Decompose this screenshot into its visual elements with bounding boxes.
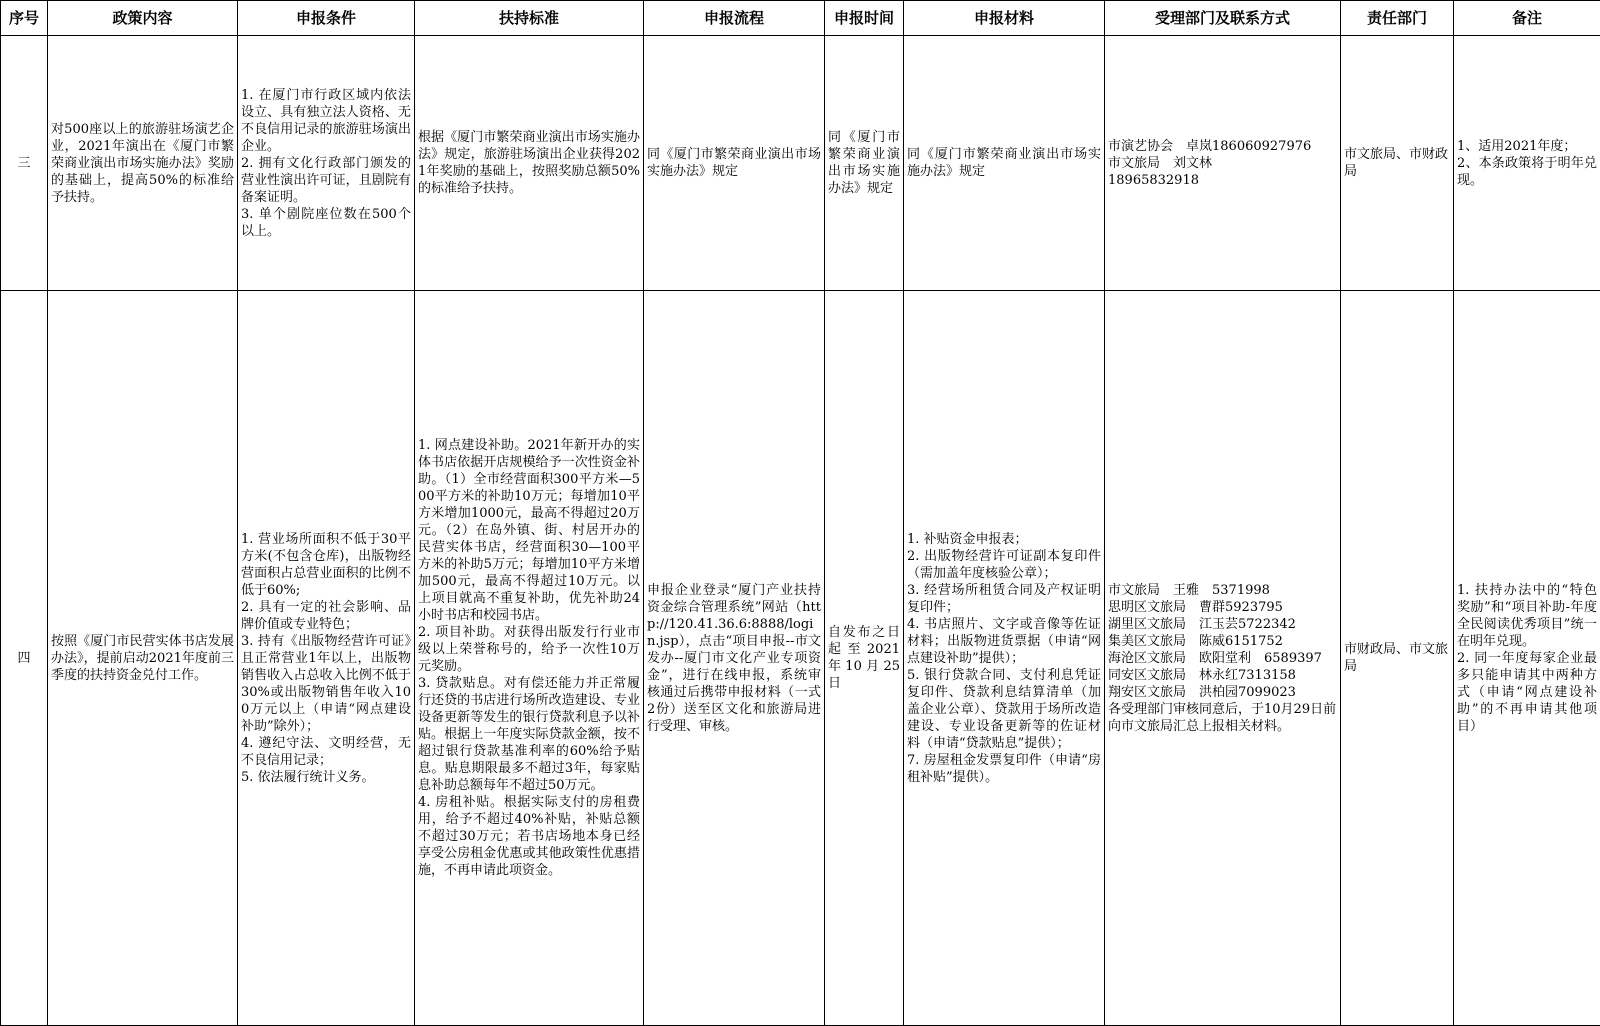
row-process: 申报企业登录“厦门产业扶持资金综合管理系统”网站（http://120.41.36.6:8888/login.jsp），点击“项目申报--市文发办--厦门市文化产业专项资金”，进行在线申报，系统审核通过后携带申报材料（一式2份）送至区文化和旅游局进行受理、审核。 xyxy=(644,291,825,1026)
header-content: 政策内容 xyxy=(48,1,238,36)
material-item: 1. 补贴资金申报表； xyxy=(907,531,1101,548)
header-time: 申报时间 xyxy=(825,1,904,36)
row-seq: 三 xyxy=(1,36,48,291)
row-contacts xyxy=(1105,291,1341,1026)
header-dept: 责任部门 xyxy=(1341,1,1454,36)
standard-item: 4. 房租补贴。根据实际支付的房租费用，给予不超过40%补贴，补贴总额不超过30万元；若书店场地本身已经享受公房租金优惠或其他政策性优惠措施，不再申请此项资金。 xyxy=(418,794,640,879)
header-standard: 扶持标准 xyxy=(415,1,644,36)
header-conditions: 申报条件 xyxy=(238,1,415,36)
row-dept: 市财政局、市文旅局 xyxy=(1341,291,1454,1026)
table-row xyxy=(1,291,1600,1026)
row-dept: 市文旅局、市财政局 xyxy=(1341,36,1454,291)
contact-item: 思明区文旅局 曹群5923795 xyxy=(1108,599,1337,616)
note-item: 1、适用2021年度； xyxy=(1457,138,1597,155)
row-notes xyxy=(1454,291,1600,1026)
row-contacts xyxy=(1105,36,1341,291)
row-content: 对500座以上的旅游驻场演艺企业，2021年演出在《厦门市繁荣商业演出市场实施办法》奖励的基础上，提高50%的标准给予扶持。 xyxy=(48,36,238,291)
condition-item: 3. 持有《出版物经营许可证》且正常营业1年以上，出版物销售收入占总收入比例不低于30%或出版物销售年收入100万元以上（申请“网点建设补助”除外）； xyxy=(241,633,411,735)
header-process: 申报流程 xyxy=(644,1,825,36)
row-materials xyxy=(904,291,1105,1026)
row-conditions xyxy=(238,291,415,1026)
condition-item: 1. 在厦门市行政区域内依法设立、具有独立法人资格、无不良信用记录的旅游驻场演出企业。 xyxy=(241,87,411,155)
contact-item: 市演艺协会 卓岚18606092797​6 xyxy=(1108,138,1337,155)
contact-item: 湖里区文旅局 江玉芸5722342 xyxy=(1108,616,1337,633)
note-item: 2. 同一年度每家企业最多只能申请其中两种方式（申请“网点建设补助”的不再申请其他项目） xyxy=(1457,650,1597,735)
standard-item: 3. 贷款贴息。对有偿还能力并正常履行还贷的书店进行场所改造建设、专业设备更新等发生的银行贷款利息予以补贴。根据上一年度实际贷款金额，按不超过银行贷款基准利率的60%给予贴息。贴息期限最多不超过3年，每家贴息补助总额每年不超过50万元。 xyxy=(418,675,640,794)
condition-item: 2. 具有一定的社会影响、品牌价值或专业特色； xyxy=(241,599,411,633)
material-item: 3. 经营场所租赁合同及产权证明复印件； xyxy=(907,582,1101,616)
condition-item: 2. 拥有文化行政部门颁发的营业性演出许可证，且剧院有备案证明。 xyxy=(241,155,411,206)
material-item: 5. 银行贷款合同、支付利息凭证复印件、贷款利息结算清单（加盖企业公章）、贷款用于场所改造建设、专业设备更新等的佐证材料（申请“贷款贴息”提供）； xyxy=(907,667,1101,752)
condition-item: 3. 单个剧院座位数在500个以上。 xyxy=(241,206,411,240)
header-notes: 备注 xyxy=(1454,1,1600,36)
row-notes xyxy=(1454,36,1600,291)
contact-item: 同安区文旅局 林永红7313158 xyxy=(1108,667,1337,684)
note-item: 2、本条政策将于明年兑现。 xyxy=(1457,155,1597,189)
note-item: 1. 扶持办法中的“特色奖励”和“项目补助-年度全民阅读优秀项目”统一在明年兑现。 xyxy=(1457,582,1597,650)
contact-item: 集美区文旅局 陈威6151752 xyxy=(1108,633,1337,650)
row-process: 同《厦门市繁荣商业演出市场实施办法》规定 xyxy=(644,36,825,291)
header-seq: 序号 xyxy=(1,1,48,36)
material-item: 2. 出版物经营许可证副本复印件（需加盖年度核验公章）； xyxy=(907,548,1101,582)
header-materials: 申报材料 xyxy=(904,1,1105,36)
header-row xyxy=(1,1,1600,36)
contact-item: 海沧区文旅局 欧阳堂利 6589397 xyxy=(1108,650,1337,667)
contact-item: 市文旅局 刘文林 xyxy=(1108,155,1337,172)
row-standard: 根据《厦门市繁荣商业演出市场实施办法》规定，旅游驻场演出企业获得2021年奖励的基础上，按照奖励总额50%的标准给予扶持。 xyxy=(415,36,644,291)
row-time: 同《厦门市繁荣商业演出市场实施办法》规定 xyxy=(825,36,904,291)
standard-item: 2. 项目补助。对获得出版发行行业市级以上荣誉称号的，给予一次性10万元奖励。 xyxy=(418,624,640,675)
row-conditions xyxy=(238,36,415,291)
row-seq: 四 xyxy=(1,291,48,1026)
condition-item: 4. 遵纪守法、文明经营，无不良信用记录； xyxy=(241,735,411,769)
condition-item: 1. 营业场所面积不低于30平方米(不包含仓库)，出版物经营面积占总营业面积的比例不低于60%; xyxy=(241,531,411,599)
contact-item: 翔安区文旅局 洪柏园7099023 xyxy=(1108,684,1337,701)
standard-item: 1. 网点建设补助。2021年新开办的实体书店依据开店规模给予一次性资金补助。（1）全市经营面积300平方米—500平方米的补助10万元；每增加10平方米增加1000元，最高不得超过20万元。（2）在岛外镇、街、村居开办的民营实体书店，经营面积30—100平方米的补助5万元；每增加10平方米增加500元，最高不得超过10万元。以上项目就高不重复补助，优先补助24小时书店和校园书店。 xyxy=(418,437,640,624)
table-row xyxy=(1,36,1600,291)
contact-item: 市文旅局 王雅 5371998 xyxy=(1108,582,1337,599)
row-content: 按照《厦门市民营实体书店发展办法》，提前启动2021年度前三季度的扶持资金兑付工作。 xyxy=(48,291,238,1026)
contact-item: 18965832918 xyxy=(1108,172,1337,189)
row-standard xyxy=(415,291,644,1026)
row-time: 自发布之日起至2021年10月25日 xyxy=(825,291,904,1026)
row-materials: 同《厦门市繁荣商业演出市场实施办法》规定 xyxy=(904,36,1105,291)
material-item: 7. 房屋租金发票复印件（申请“房租补贴”提供）。 xyxy=(907,752,1101,786)
material-item: 4. 书店照片、文字或音像等佐证材料；出版物进货票据（申请“网点建设补助”提供）； xyxy=(907,616,1101,667)
header-contacts: 受理部门及联系方式 xyxy=(1105,1,1341,36)
condition-item: 5. 依法履行统计义务。 xyxy=(241,769,411,786)
contact-item: 各受理部门审核同意后，于10月29日前向市文旅局汇总上报相关材料。 xyxy=(1108,701,1337,735)
